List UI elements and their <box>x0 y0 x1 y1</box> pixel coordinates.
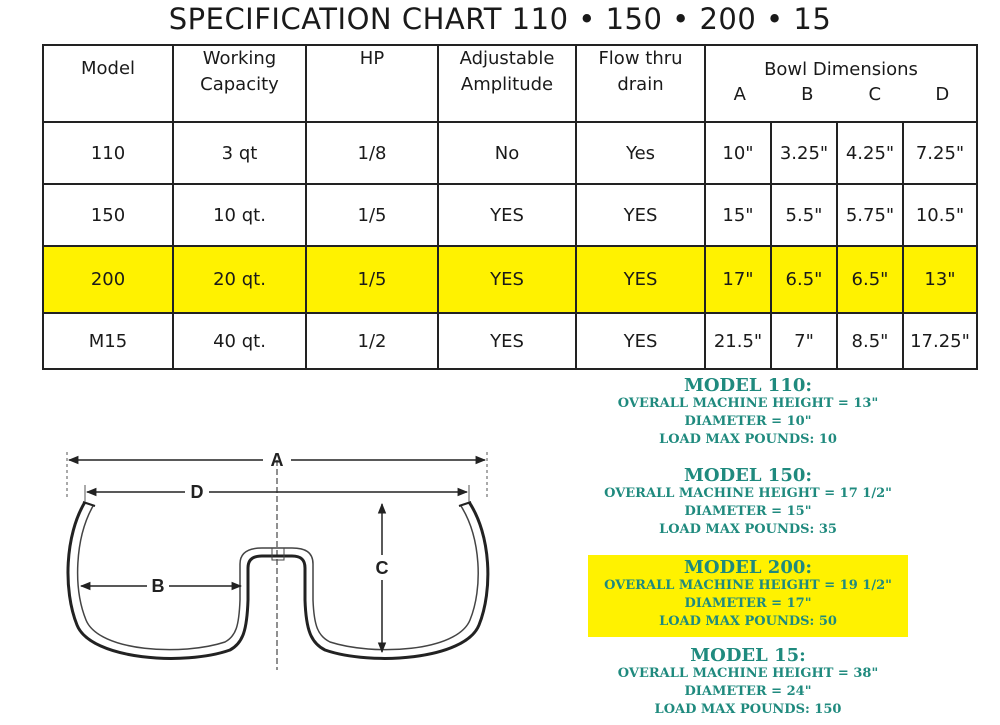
cell-dim-c: 6.5" <box>837 246 903 313</box>
cell-hp: 1/5 <box>306 184 438 246</box>
model-height: OVERALL MACHINE HEIGHT = 13" <box>617 396 879 411</box>
bowl-outline-inner <box>78 506 479 650</box>
cell-dim-b: 7" <box>771 313 837 369</box>
bowl-col-c: C <box>868 84 882 105</box>
cell-dim-b: 6.5" <box>771 246 837 313</box>
cell-hp: 1/2 <box>306 313 438 369</box>
cell-dim-c: 5.75" <box>837 184 903 246</box>
dimension-c-label: C <box>375 558 389 578</box>
cell-amplitude: YES <box>438 246 576 313</box>
cell-drain: YES <box>576 246 705 313</box>
cell-model: 110 <box>43 122 173 184</box>
header-drain-line1: Flow thru <box>598 48 683 69</box>
cell-dim-a: 17" <box>705 246 771 313</box>
cell-drain: YES <box>576 184 705 246</box>
header-drain <box>576 45 705 122</box>
header-capacity-line1: Working <box>202 48 277 69</box>
header-capacity-line2: Capacity <box>200 74 279 95</box>
header-drain-line2: drain <box>617 74 664 95</box>
cell-dim-a: 15" <box>705 184 771 246</box>
model-15-info <box>588 647 908 719</box>
bowl-dimensions-title: Bowl Dimensions <box>764 59 918 80</box>
cell-dim-b: 3.25" <box>771 122 837 184</box>
dimension-b-label: B <box>151 576 165 596</box>
model-load: LOAD MAX POUNDS: 10 <box>659 432 837 447</box>
spec-table <box>42 44 978 370</box>
bowl-cross-section-diagram <box>55 440 505 675</box>
model-diameter: DIAMETER = 17" <box>684 596 812 611</box>
model-name: MODEL 110: <box>683 375 813 396</box>
header-hp <box>306 45 438 122</box>
model-110-info <box>588 377 908 449</box>
model-diameter: DIAMETER = 24" <box>684 684 812 699</box>
cell-dim-d: 10.5" <box>903 184 977 246</box>
header-bowl-dimensions <box>705 45 977 122</box>
dimension-a-label: A <box>270 450 284 470</box>
model-150-info <box>588 467 908 539</box>
bowl-outline-outer <box>68 502 488 658</box>
cell-dim-d: 17.25" <box>903 313 977 369</box>
bowl-dimension-letters <box>706 82 976 108</box>
header-model-label: Model <box>80 58 136 79</box>
table-row <box>43 122 977 184</box>
cell-model: M15 <box>43 313 173 369</box>
table-row <box>43 184 977 246</box>
header-model <box>43 45 173 122</box>
center-post <box>272 548 284 560</box>
page-title: SPECIFICATION CHART 110 • 150 • 200 • 15 <box>168 2 832 36</box>
cell-dim-c: 4.25" <box>837 122 903 184</box>
cell-dim-d: 7.25" <box>903 122 977 184</box>
cell-capacity: 20 qt. <box>173 246 306 313</box>
bowl-col-d: D <box>935 84 950 105</box>
cell-amplitude: No <box>438 122 576 184</box>
header-amplitude <box>438 45 576 122</box>
model-name: MODEL 200: <box>683 557 813 578</box>
cell-drain: YES <box>576 313 705 369</box>
model-load: LOAD MAX POUNDS: 35 <box>659 522 837 537</box>
cell-model: 150 <box>43 184 173 246</box>
cell-capacity: 10 qt. <box>173 184 306 246</box>
header-amplitude-line1: Adjustable <box>459 48 555 69</box>
table-row <box>43 313 977 369</box>
model-height: OVERALL MACHINE HEIGHT = 17 1/2" <box>604 486 892 501</box>
cell-dim-c: 8.5" <box>837 313 903 369</box>
cell-hp: 1/5 <box>306 246 438 313</box>
cell-dim-a: 10" <box>705 122 771 184</box>
cell-hp: 1/8 <box>306 122 438 184</box>
model-height: OVERALL MACHINE HEIGHT = 38" <box>617 666 879 681</box>
cell-capacity: 3 qt <box>173 122 306 184</box>
table-header-row <box>43 45 977 122</box>
cell-model: 200 <box>43 246 173 313</box>
cell-dim-b: 5.5" <box>771 184 837 246</box>
bowl-col-b: B <box>801 84 814 105</box>
cell-drain: Yes <box>576 122 705 184</box>
cell-amplitude: YES <box>438 313 576 369</box>
model-height: OVERALL MACHINE HEIGHT = 19 1/2" <box>604 578 892 593</box>
model-diameter: DIAMETER = 10" <box>684 414 812 429</box>
table-row-highlighted <box>43 246 977 313</box>
model-200-info <box>588 555 908 637</box>
cell-amplitude: YES <box>438 184 576 246</box>
model-diameter: DIAMETER = 15" <box>684 504 812 519</box>
header-capacity <box>173 45 306 122</box>
model-load: LOAD MAX POUNDS: 50 <box>659 614 837 629</box>
header-amplitude-line2: Amplitude <box>460 74 554 95</box>
model-load: LOAD MAX POUNDS: 150 <box>654 702 842 717</box>
cell-capacity: 40 qt. <box>173 313 306 369</box>
cell-dim-d: 13" <box>903 246 977 313</box>
model-name: MODEL 15: <box>690 645 806 666</box>
dimension-d-label: D <box>190 482 204 502</box>
cell-dim-a: 21.5" <box>705 313 771 369</box>
header-hp-label: HP <box>359 48 385 69</box>
bowl-col-a: A <box>733 84 746 105</box>
model-name: MODEL 150: <box>683 465 813 486</box>
